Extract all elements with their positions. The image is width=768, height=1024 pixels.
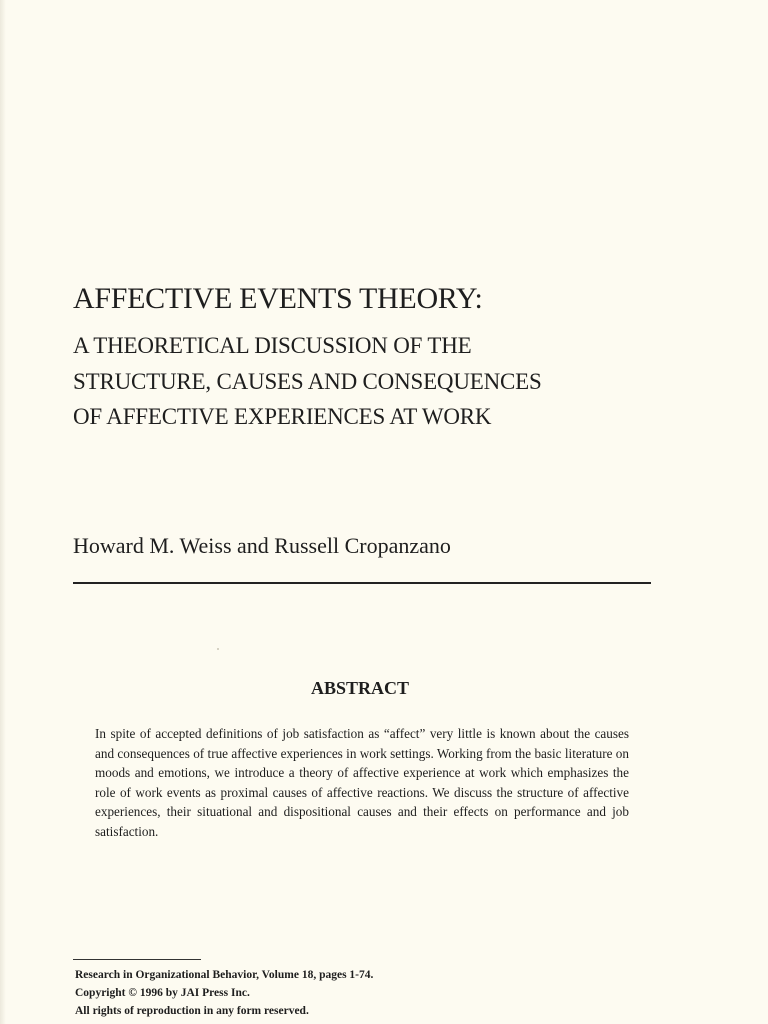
abstract-body: In spite of accepted definitions of job satisfaction as “affect” very little is known about the causes and consequences of true affective experiences in work settings. Working from the basic literature on moods and emotions, we introduce a theory of affective experience at work which emphasizes the role of work events as proximal causes of affective reactions. We discuss the structure of affective experiences, their situational and dispositional causes and their effects on performance and job satisfaction. (95, 726, 629, 839)
paper-subtitle-line-3: OF AFFECTIVE EXPERIENCES AT WORK (73, 404, 492, 429)
footnote-source: Research in Organizational Behavior, Volume 18, pages 1-74. (75, 969, 374, 981)
scan-speck (217, 648, 219, 650)
footnote-rights: All rights of reproduction in any form reserved. (75, 1005, 309, 1017)
paper-subtitle-line-2: STRUCTURE, CAUSES AND CONSEQUENCES (73, 369, 542, 394)
abstract-heading: ABSTRACT (310, 678, 410, 698)
footnote-divider (73, 959, 201, 960)
paper-authors: Howard M. Weiss and Russell Cropanzano (73, 533, 451, 558)
title-divider (73, 582, 651, 584)
paper-subtitle-line-1: A THEORETICAL DISCUSSION OF THE (73, 333, 472, 358)
footnote-copyright: Copyright © 1996 by JAI Press Inc. (75, 987, 250, 999)
page-edge-shadow (0, 0, 6, 1024)
paper-title: AFFECTIVE EVENTS THEORY: (73, 282, 483, 315)
